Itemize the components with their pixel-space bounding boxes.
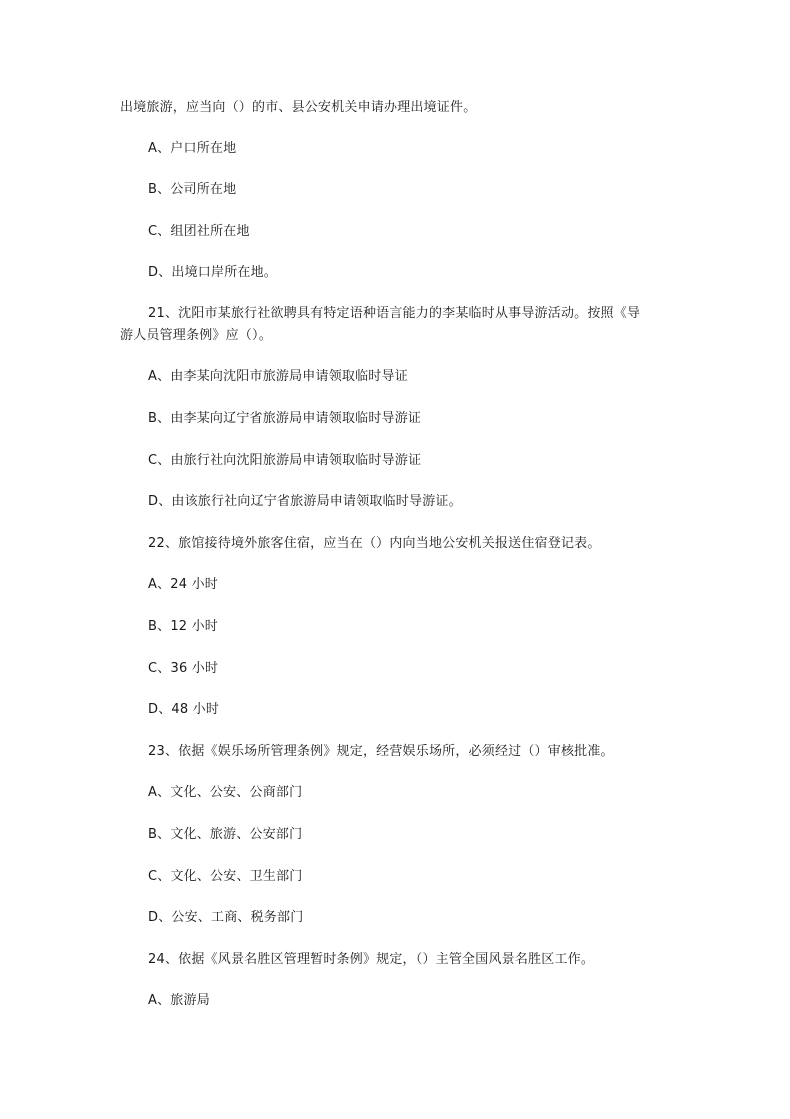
- q22-option-d: D、48 小时: [148, 702, 220, 717]
- q23-option-c: C、文化、公安、卫生部门: [148, 869, 303, 884]
- q23-option-b: B、文化、旅游、公安部门: [148, 827, 303, 842]
- question-24-stem: 24、依据《风景名胜区管理暂时条例》规定，（）主管全国风景名胜区工作。: [148, 952, 595, 967]
- question-21-stem: 21、沈阳市某旅行社欲聘具有特定语种语言能力的李某临时从事导游活动。按照《导: [148, 306, 641, 321]
- question-20-stem-continuation: 出境旅游，应当向（）的市、县公安机关申请办理出境证件。: [120, 100, 477, 115]
- q22-option-c: C、36 小时: [148, 661, 219, 676]
- q21-option-d: D、由该旅行社向辽宁省旅游局申请领取临时导游证。: [148, 494, 462, 509]
- q23-option-a: A、文化、公安、公商部门: [148, 785, 303, 800]
- question-21-stem-wrap: 游人员管理条例》应（）。: [120, 328, 272, 343]
- question-22-stem: 22、旅馆接待境外旅客住宿，应当在（）内向当地公安机关报送住宿登记表。: [148, 536, 601, 551]
- q20-option-a: A、户口所在地: [148, 141, 237, 156]
- q20-option-c: C、组团社所在地: [148, 224, 250, 239]
- q22-option-a: A、24 小时: [148, 577, 218, 592]
- q20-option-d: D、出境口岸所在地。: [148, 265, 278, 280]
- q21-option-c: C、由旅行社向沈阳旅游局申请领取临时导游证: [148, 453, 422, 468]
- q22-option-b: B、12 小时: [148, 619, 218, 634]
- q21-option-b: B、由李某向辽宁省旅游局申请领取临时导游证: [148, 411, 422, 426]
- question-23-stem: 23、依据《娱乐场所管理条例》规定，经营娱乐场所，必须经过（）审核批准。: [148, 744, 614, 759]
- q23-option-d: D、公安、工商、税务部门: [148, 910, 304, 925]
- q24-option-a: A、旅游局: [148, 993, 210, 1008]
- q21-option-a: A、由李某向沈阳市旅游局申请领取临时导证: [148, 369, 408, 384]
- q20-option-b: B、公司所在地: [148, 182, 237, 197]
